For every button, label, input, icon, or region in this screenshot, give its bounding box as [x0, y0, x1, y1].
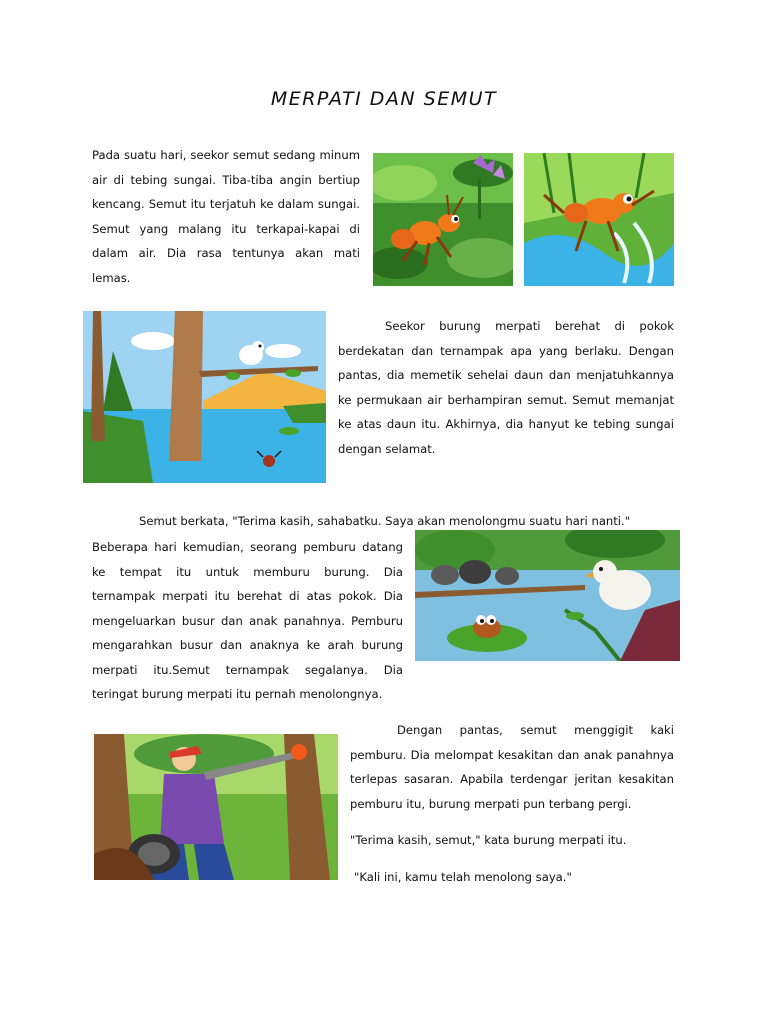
paragraph-ant-falls: Pada suatu hari, seekor semut sedang minum air di tebing sungai. Tiba-tiba angin bertiup kencang. Semut itu terjatuh ke dalam sungai. Semut yang malang itu terkapai-kapai di dalam air. Dia rasa tentunya akan mati lemas. [92, 148, 360, 285]
quote-you-helped-me: "Kali ini, kamu telah menolong saya." [354, 870, 572, 884]
dove-tree-river-illustration [83, 311, 326, 483]
quote-dove-thanks: "Terima kasih, semut," kata burung merpati itu. [350, 833, 627, 847]
hunter-illustration [94, 734, 338, 880]
paragraph-ant-bites-hunter: Dengan pantas, semut menggigit kaki pemburu. Dia melompat kesakitan dan anak panahnya terlepas sasaran. Apabila terdengar jeritan kesakitan pemburu itu, burung merpati pun terbang pergi. [350, 723, 674, 811]
story-title: MERPATI DAN SEMUT [270, 88, 498, 110]
ant-drinking-illustration [373, 153, 513, 286]
paragraph-dove-helps: Seekor burung merpati berehat di pokok berdekatan dan ternampak apa yang berlaku. Dengan pantas, dia memetik sehelai daun dan menjatuhkannya ke permukaan air berhampiran semut. Semut memanjat ke atas daun itu. Akhirnya, dia hanyut ke tebing sungai dengan selamat. [338, 319, 674, 456]
ant-falling-illustration [524, 153, 674, 286]
paragraph-hunter-arrives: Beberapa hari kemudian, seorang pemburu datang ke tempat itu untuk memburu burung. Dia ternampak merpati itu berehat di atas pokok. Dia mengeluarkan busur dan anak panahnya. Pemburu mengarahkan busur dan anaknya ke arah burung merpati itu.Semut ternampak segalanya. Dia teringat burung merpati itu pernah menolongnya. [92, 540, 403, 701]
ant-on-leaf-dove-illustration [415, 530, 680, 661]
paragraph-ant-thanks-line: Semut berkata, "Terima kasih, sahabatku. Saya akan menolongmu suatu hari nanti." [139, 514, 631, 528]
